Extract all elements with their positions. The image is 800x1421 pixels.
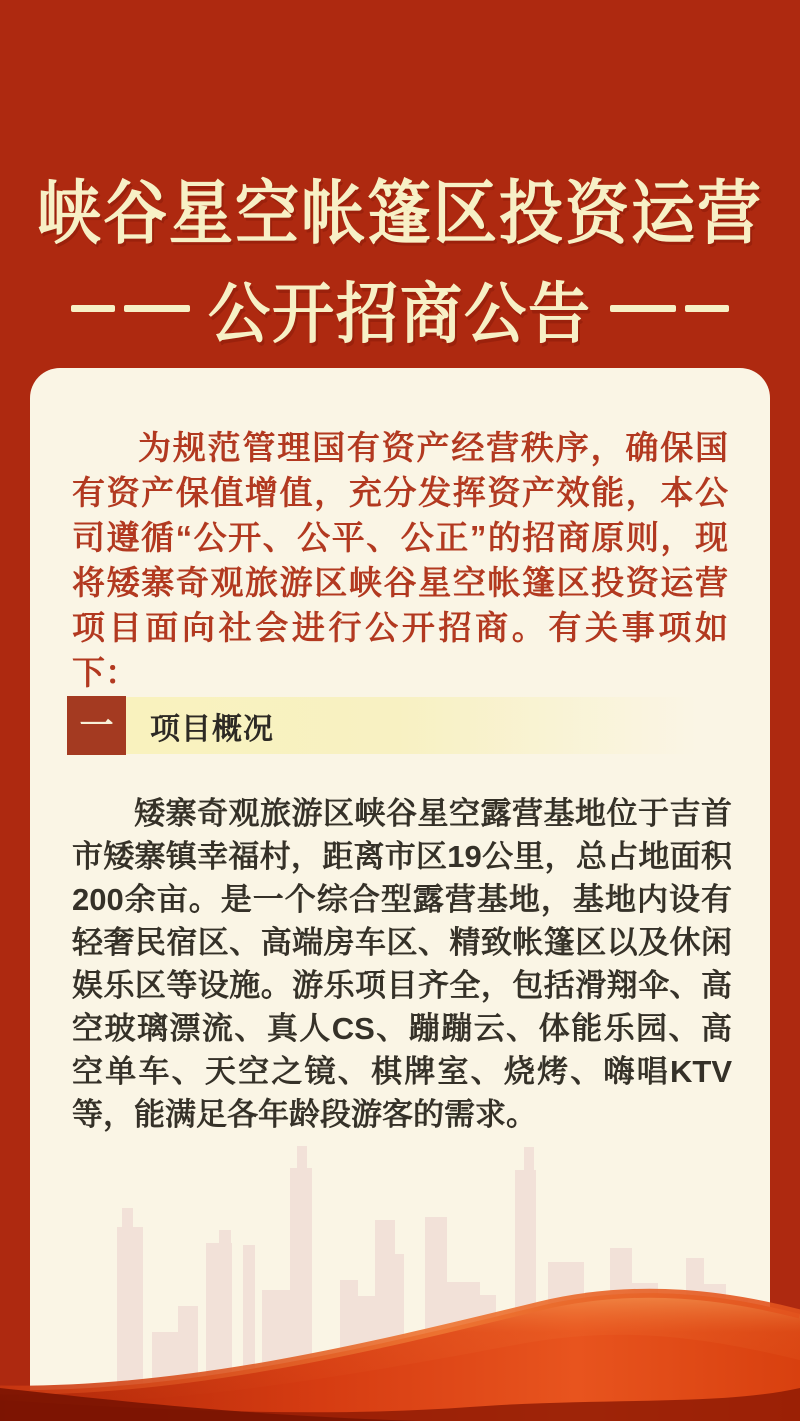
poster-title-line1: 峡谷星空帐篷区投资运营 <box>37 174 763 252</box>
left-dash-decoration <box>71 305 190 312</box>
right-dash-decoration <box>610 305 729 312</box>
project-overview-paragraph: 矮寨奇观旅游区峡谷星空露营基地位于吉首市矮寨镇幸福村，距离市区19公里，总占地面积200余亩。是一个综合型露营基地，基地内设有轻奢民宿区、高端房车区、精致帐篷区以及休闲娱乐区等设施。游乐项目齐全，包括滑翔伞、高空玻璃漂流、真人CS、蹦蹦云、体能乐园、高空单车、天空之镜、棋牌室、烧烤、嗨唱KTV等，能满足各年龄段游客的需求。 <box>72 796 732 1132</box>
section-header-project-overview <box>67 696 727 755</box>
poster-title-line2: 公开招商公告 <box>207 277 592 351</box>
red-silk-wave-graphic <box>0 1240 800 1421</box>
intro-paragraph: 为规范管理国有资产经营秩序，确保国有资产保值增值，充分发挥资产效能，本公司遵循“公开、公平、公正”的招商原则，现将矮寨奇观旅游区峡谷星空帐篷区投资运营项目面向社会进行公开招商。有关事项如下： <box>72 429 728 691</box>
section-title-strip <box>126 697 727 754</box>
section-number-badge: 一 <box>67 696 126 755</box>
poster-title-line2-row <box>0 268 800 351</box>
section-title: 项目概况 <box>150 712 274 746</box>
